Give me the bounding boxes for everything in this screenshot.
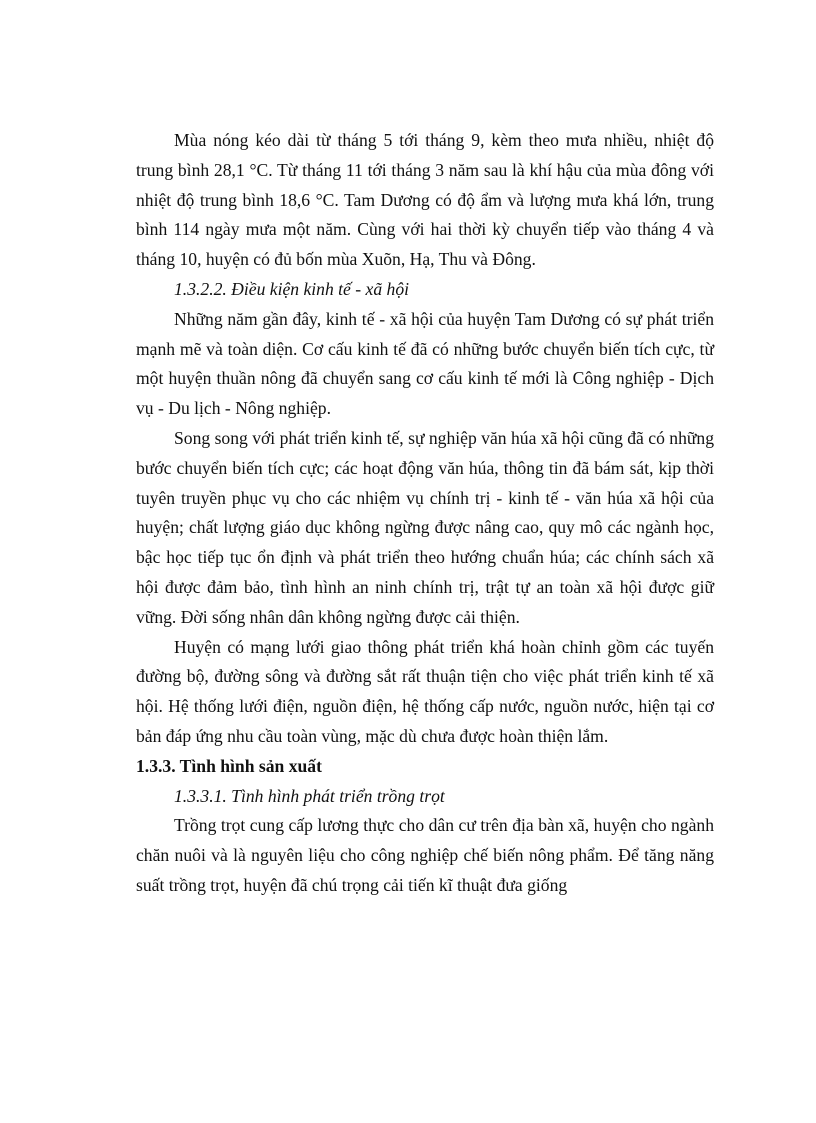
subsection-heading-1331: 1.3.3.1. Tình hình phát triển trồng trọt <box>174 785 445 806</box>
paragraph-culture-society: Song song với phát triển kinh tế, sự nghiệp văn húa xã hội cũng đã có những bước chuyển biến tích cực; các hoạt động văn húa, thông tin đã bám sát, kịp thời tuyên truyền phục vụ cho các nhiệm vụ chính trị - kinh tế - văn húa xã hội của huyện; chất lượng giáo dục không ngừng được nâng cao, quy mô các ngành học, bậc học tiếp tục ổn định và phát triển theo hướng chuẩn húa; các chính sách xã hội được đảm bảo, tình hình an ninh chính trị, trật tự an toàn xã hội được giữ vững. Đời sống nhân dân không ngừng được cải thiện. <box>136 427 714 627</box>
paragraph-climate: Mùa nóng kéo dài từ tháng 5 tới tháng 9, kèm theo mưa nhiều, nhiệt độ trung bình 28,1 °C. Từ tháng 11 tới tháng 3 năm sau là khí hậu của mùa đông với nhiệt độ trung bình 18,6 °C. Tam Dương có độ ẩm và lượng mưa khá lớn, trung bình 114 ngày mưa một năm. Cùng với hai thời kỳ chuyển tiếp vào tháng 4 và tháng 10, huyện có đủ bốn mùa Xuõn, Hạ, Thu và Đông. <box>136 130 714 270</box>
paragraph-infrastructure: Huyện có mạng lưới giao thông phát triển khá hoàn chỉnh gồm các tuyến đường bộ, đường sông và đường sắt rất thuận tiện cho việc phát triển kinh tế xã hội. Hệ thống lưới điện, nguồn điện, hệ thống cấp nước, nguồn nước, hiện tại cơ bản đáp ứng nhu cầu toàn vùng, mặc dù chưa được hoàn thiện lắm. <box>136 636 714 746</box>
paragraph-crop-production: Trồng trọt cung cấp lương thực cho dân cư trên địa bàn xã, huyện cho ngành chăn nuôi và là nguyên liệu cho công nghiệp chế biến nông phẩm. Để tăng năng suất trồng trọt, huyện đã chú trọng cải tiến kĩ thuật đưa giống <box>136 815 714 895</box>
document-page <box>136 126 714 901</box>
subsection-heading-1322: 1.3.2.2. Điều kiện kinh tế - xã hội <box>174 278 410 299</box>
paragraph-economy: Những năm gần đây, kinh tế - xã hội của huyện Tam Dương có sự phát triển mạnh mẽ và toàn diện. Cơ cấu kinh tế đã có những bước chuyển biến tích cực, từ một huyện thuần nông đã chuyển sang cơ cấu kinh tế mới là Công nghiệp - Dịch vụ - Du lịch - Nông nghiệp. <box>136 308 714 419</box>
section-heading-133: 1.3.3. Tình hình sản xuất <box>136 755 322 776</box>
